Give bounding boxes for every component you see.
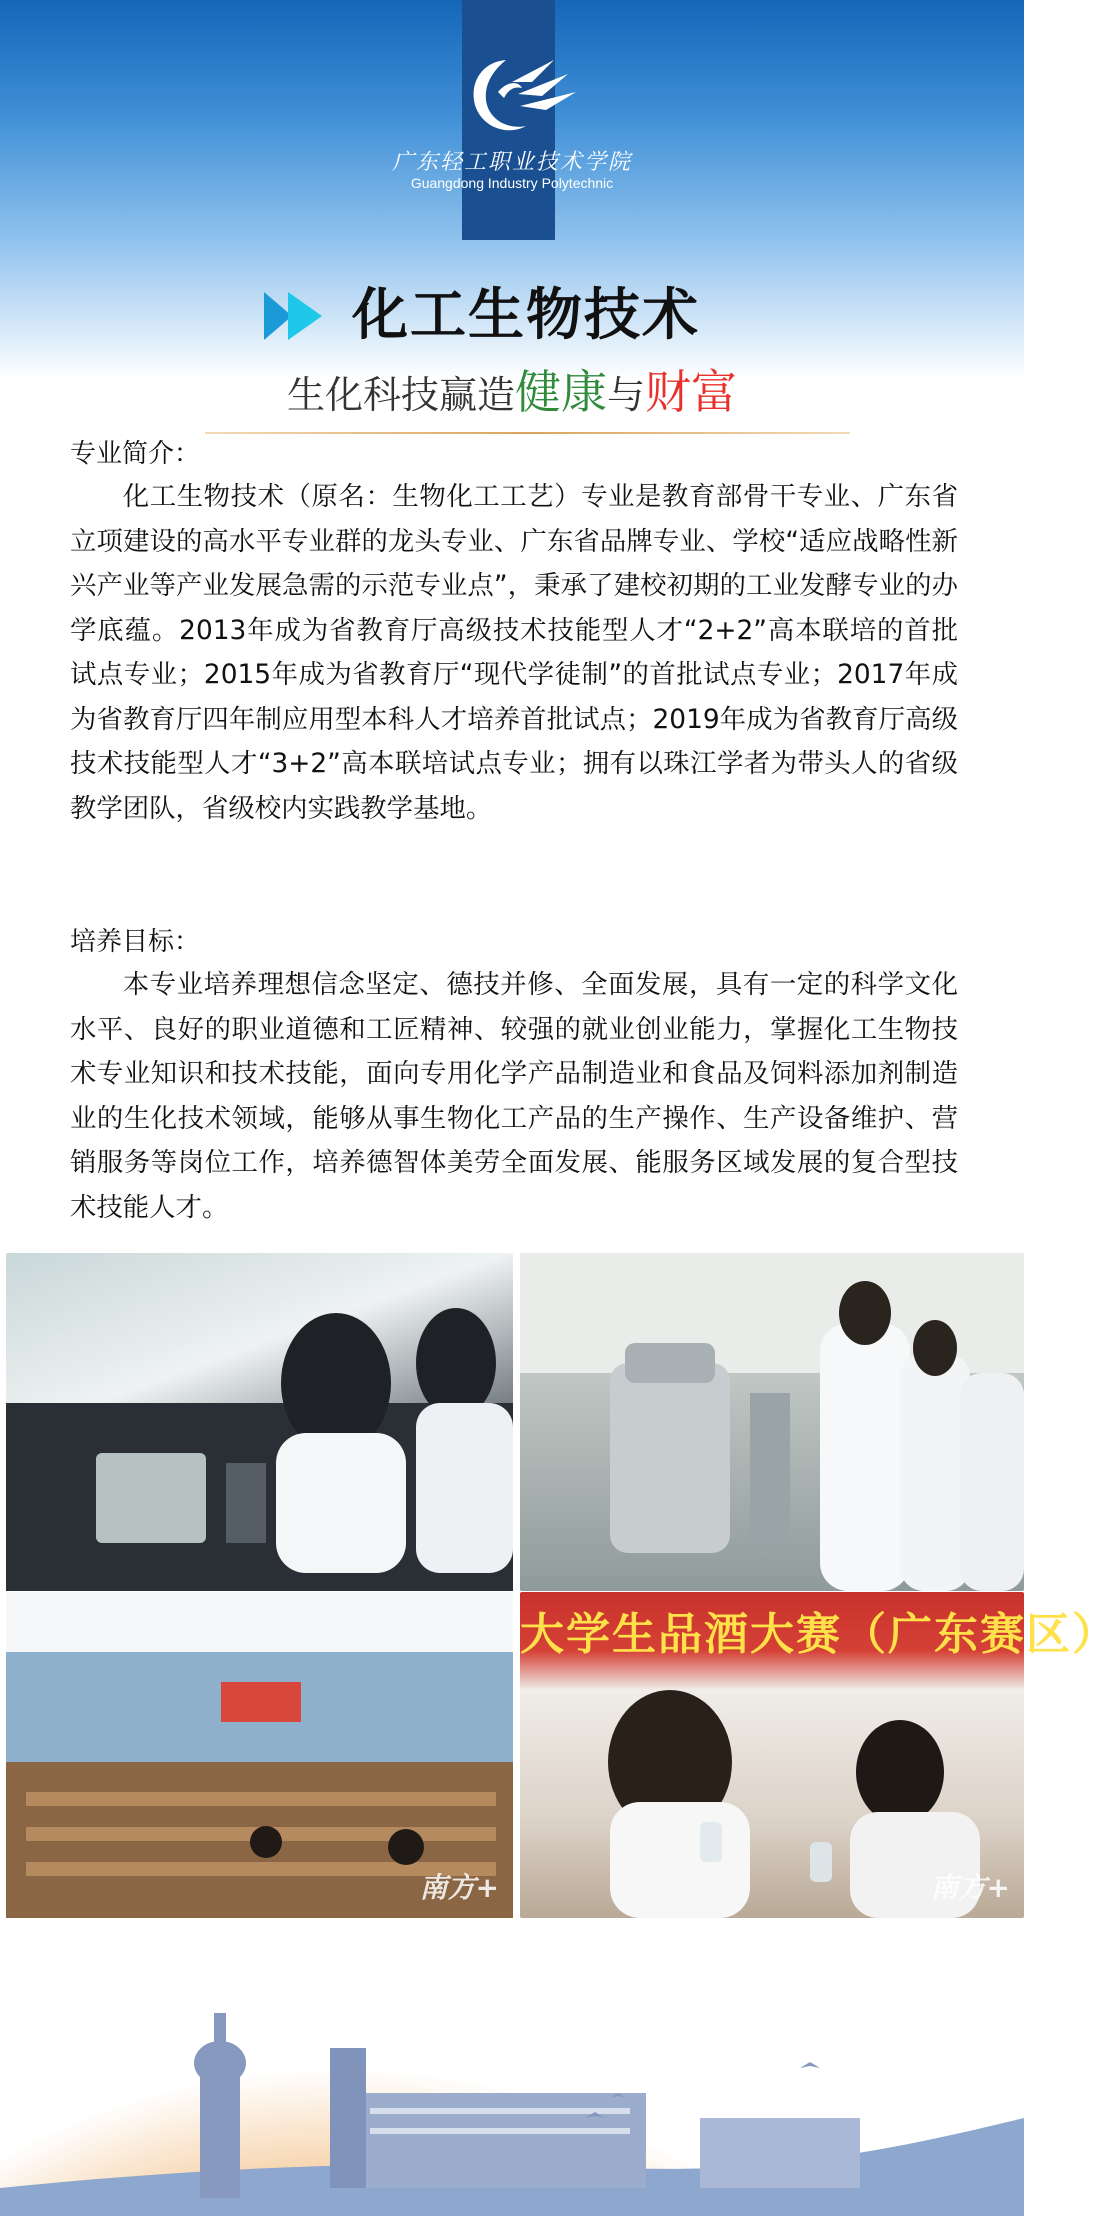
photo-exam-hall bbox=[6, 1592, 513, 1918]
watermark: 南方+ bbox=[930, 1871, 1010, 1904]
subtitle-and: 与 bbox=[607, 373, 646, 417]
photo-wine-tasting bbox=[520, 1592, 1118, 1918]
photo-fermenter-illustration bbox=[520, 1253, 1024, 1591]
intro-paragraph: 化工生物技术（原名：生物化工工艺）专业是教育部骨干专业、广东省立项建设的高水平专业群的龙头专业、广东省品牌专业、学校“适应战略性新兴产业等产业发展急需的示范专业点”，秉承了建校初期的工业发酵专业的办学底蕴。2013年成为省教育厅高级技术技能型人才“2+2”高本联培的首批试点专业；2015年成为省教育厅“现代学徒制”的首批试点专业；2017年成为省教育厅四年制应用型本科人才培养首批试点；2019年成为省教育厅高级技术技能型人才“3+2”高本联培试点专业；拥有以珠江学者为带头人的省级教学团队，省级校内实践教学基地。 bbox=[70, 481, 958, 824]
subtitle bbox=[0, 360, 1024, 427]
school-name-en: Guangdong Industry Polytechnic bbox=[410, 175, 614, 191]
intro-heading: 专业简介： bbox=[70, 439, 201, 469]
photo-microscope-illustration bbox=[6, 1253, 513, 1591]
watermark: 南方+ bbox=[419, 1871, 499, 1904]
divider-line bbox=[205, 432, 850, 434]
double-arrow-icon bbox=[262, 290, 330, 342]
goal-paragraph: 本专业培养理想信念坚定、德技并修、全面发展，具有一定的科学文化水平、良好的职业道德和工匠精神、较强的就业创业能力，掌握化工生物技术专业知识和技术技能，面向专用化学产品制造业和食品及饲料添加剂制造业的生化技术领域，能够从事生物化工产品的生产操作、生产设备维护、营销服务等岗位工作，培养德智体美劳全面发展、能服务区域发展的复合型技术技能人才。 bbox=[70, 969, 958, 1223]
page-title: 化工生物技术 bbox=[352, 283, 700, 348]
subtitle-part-1: 生化科技赢造 bbox=[286, 373, 515, 417]
subtitle-wealth: 财富 bbox=[645, 365, 738, 419]
subtitle-health: 健康 bbox=[515, 365, 607, 419]
contest-banner: 大学生品酒大赛（广东赛区） bbox=[520, 1609, 1118, 1660]
school-name-cn: 广东轻工职业技术学院 bbox=[391, 150, 632, 175]
campus-skyline-footer bbox=[0, 1918, 1024, 2216]
school-logo-icon bbox=[462, 52, 580, 144]
photo-microscope-lab bbox=[6, 1253, 513, 1591]
photo-fermentation-lab bbox=[520, 1253, 1024, 1591]
goal-heading: 培养目标： bbox=[70, 927, 201, 957]
